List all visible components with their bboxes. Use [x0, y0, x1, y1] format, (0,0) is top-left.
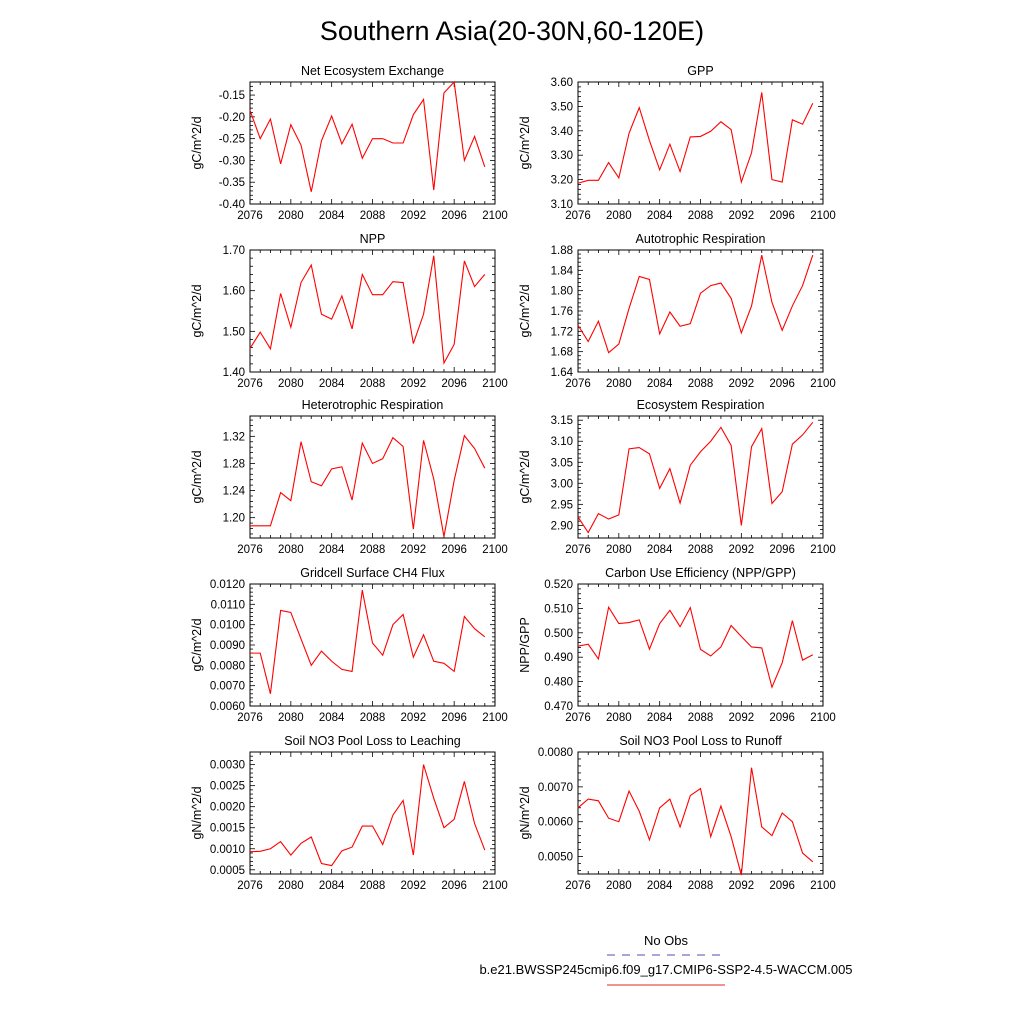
- panel-8-xtick-label: 2088: [687, 712, 714, 724]
- panel-7-xtick-label: 2084: [318, 712, 345, 724]
- legend-model-label: b.e21.BWSSP245cmip6.f09_g17.CMIP6-SSP2-4.5-WACCM.005: [479, 962, 853, 977]
- panel-4-ytick-label: 1.80: [550, 285, 573, 298]
- panel-4-xtick-label: 2084: [646, 378, 673, 390]
- panel-7-xtick-label: 2076: [237, 712, 263, 724]
- panel-6-xtick-label: 2084: [646, 544, 673, 556]
- panel-1-frame: [250, 82, 495, 204]
- panel-4-ytick-label: 1.64: [550, 367, 573, 379]
- panel-3-ytick-label: 1.60: [222, 285, 245, 298]
- panel-7-ytick-label: 0.0100: [209, 619, 245, 632]
- panel-2-ytick-label: 3.40: [550, 125, 573, 138]
- legend-obs-label: No Obs: [643, 933, 689, 948]
- panel-2-xtick-label: 2080: [606, 210, 632, 222]
- panel-8-ytick-label: 0.510: [544, 603, 573, 616]
- panel-1: [190, 64, 508, 222]
- panel-3-xtick-label: 2096: [441, 378, 467, 390]
- panel-8-xtick-label: 2080: [606, 712, 632, 724]
- panel-9: [190, 734, 508, 892]
- panel-9-ytick-label: 0.0030: [209, 759, 245, 772]
- panel-7-xtick-label: 2096: [441, 712, 467, 724]
- panel-2-ytick-label: 3.20: [550, 174, 573, 187]
- panel-5-xtick-label: 2088: [359, 544, 386, 556]
- panel-3-xtick-label: 2088: [359, 378, 386, 390]
- panel-10-series-line: [578, 768, 813, 875]
- panel-3-xtick-label: 2092: [400, 378, 427, 390]
- panel-2: [518, 64, 836, 222]
- panel-3-ytick-label: 1.70: [222, 245, 245, 257]
- panel-9-ytick-label: 0.0005: [209, 864, 245, 877]
- panel-7-ylabel: gC/m^2/d: [190, 618, 204, 672]
- panel-9-xtick-label: 2080: [278, 880, 304, 892]
- panel-3-ytick-label: 1.40: [222, 367, 245, 379]
- panel-6-ytick-label: 3.10: [550, 436, 573, 449]
- panel-grid: [190, 64, 836, 892]
- panel-7-frame: [250, 584, 495, 706]
- panel-8-xtick-label: 2084: [646, 712, 673, 724]
- panel-2-xtick-label: 2076: [565, 210, 591, 222]
- panel-1-xtick-label: 2100: [482, 210, 508, 222]
- panel-2-xtick-label: 2088: [687, 210, 714, 222]
- panel-8-ytick-label: 0.520: [544, 579, 573, 591]
- panel-3-ytick-label: 1.50: [222, 326, 245, 339]
- panel-1-ytick-label: -0.35: [218, 177, 245, 190]
- panel-9-xtick-label: 2084: [318, 880, 345, 892]
- panel-1-xtick-label: 2092: [400, 210, 427, 222]
- panel-1-ytick-label: -0.40: [218, 199, 245, 211]
- panel-3-title: NPP: [359, 232, 386, 246]
- panel-1-series-line: [250, 82, 485, 192]
- panel-3-xtick-label: 2076: [237, 378, 263, 390]
- panel-4-ytick-label: 1.68: [550, 346, 573, 359]
- panel-1-xtick-label: 2096: [441, 210, 467, 222]
- panel-6-ytick-label: 2.95: [550, 499, 573, 512]
- panel-6-xtick-label: 2096: [769, 544, 795, 556]
- panel-9-ylabel: gN/m^2/d: [190, 786, 204, 840]
- panel-4-ytick-label: 1.88: [550, 245, 573, 257]
- panel-10-xtick-label: 2092: [728, 880, 755, 892]
- panel-8-xtick-label: 2096: [769, 712, 795, 724]
- panel-1-ytick-label: -0.30: [218, 155, 245, 168]
- panel-6-frame: [578, 416, 823, 538]
- panel-3-series-line: [250, 256, 485, 363]
- panel-2-frame: [578, 82, 823, 204]
- panel-10-ytick-label: 0.0060: [537, 816, 573, 829]
- panel-1-ylabel: gC/m^2/d: [190, 116, 204, 170]
- panel-7: [190, 566, 508, 724]
- panel-6-xtick-label: 2100: [810, 544, 836, 556]
- panel-10-title: Soil NO3 Pool Loss to Runoff: [619, 734, 782, 748]
- panel-8-xtick-label: 2092: [728, 712, 755, 724]
- panel-6-ytick-label: 2.90: [550, 520, 573, 533]
- panel-2-xtick-label: 2100: [810, 210, 836, 222]
- panel-5-ytick-label: 1.24: [222, 485, 245, 498]
- panel-9-ytick-label: 0.0025: [209, 780, 245, 793]
- panel-8: [518, 566, 836, 724]
- panel-1-xtick-label: 2076: [237, 210, 263, 222]
- panel-10-xtick-label: 2076: [565, 880, 591, 892]
- panel-6-ytick-label: 3.05: [550, 457, 573, 470]
- panel-10-ytick-label: 0.0080: [537, 747, 573, 759]
- panel-8-ylabel: NPP/GPP: [518, 617, 532, 673]
- panel-8-series-line: [578, 607, 813, 687]
- panel-3-ylabel: gC/m^2/d: [190, 284, 204, 338]
- panel-4-ytick-label: 1.72: [550, 326, 573, 339]
- panel-9-xtick-label: 2088: [359, 880, 386, 892]
- panel-9-xtick-label: 2076: [237, 880, 263, 892]
- panel-2-xtick-label: 2096: [769, 210, 795, 222]
- panel-9-title: Soil NO3 Pool Loss to Leaching: [284, 734, 461, 748]
- panel-9-xtick-label: 2096: [441, 880, 467, 892]
- panel-8-ytick-label: 0.480: [544, 676, 573, 689]
- panel-5-xtick-label: 2100: [482, 544, 508, 556]
- figure-title: Southern Asia(20-30N,60-120E): [319, 16, 705, 46]
- panel-1-ytick-label: -0.25: [218, 133, 245, 146]
- panel-10-xtick-label: 2088: [687, 880, 714, 892]
- panel-9-ytick-label: 0.0015: [209, 822, 245, 835]
- panel-5-xtick-label: 2084: [318, 544, 345, 556]
- panel-7-title: Gridcell Surface CH4 Flux: [300, 566, 445, 580]
- panel-6-ylabel: gC/m^2/d: [518, 450, 532, 504]
- panel-9-ytick-label: 0.0020: [209, 801, 245, 814]
- panel-2-ylabel: gC/m^2/d: [518, 116, 532, 170]
- panel-7-xtick-label: 2080: [278, 712, 304, 724]
- panel-7-xtick-label: 2100: [482, 712, 508, 724]
- panel-5-ytick-label: 1.20: [222, 512, 245, 525]
- panel-7-xtick-label: 2088: [359, 712, 386, 724]
- panel-10-frame: [578, 752, 823, 874]
- panel-2-title: GPP: [687, 64, 714, 78]
- legend: [479, 933, 852, 985]
- panel-1-title: Net Ecosystem Exchange: [300, 64, 445, 78]
- panel-5-series-line: [250, 436, 485, 537]
- panel-9-frame: [250, 752, 495, 874]
- panel-4-frame: [578, 250, 823, 372]
- panel-6-xtick-label: 2080: [606, 544, 632, 556]
- panel-8-ytick-label: 0.470: [544, 701, 573, 713]
- panel-8-ytick-label: 0.490: [544, 652, 573, 665]
- panel-6-ytick-label: 3.15: [550, 415, 573, 428]
- panel-9-xtick-label: 2092: [400, 880, 427, 892]
- panel-4-ytick-label: 1.84: [550, 265, 573, 278]
- panel-4-ytick-label: 1.76: [550, 306, 573, 318]
- panel-6-ytick-label: 3.00: [550, 478, 573, 491]
- panel-4-xtick-label: 2076: [565, 378, 591, 390]
- panel-2-ytick-label: 3.50: [550, 101, 573, 114]
- panel-5-xtick-label: 2080: [278, 544, 304, 556]
- panel-5-title: Heterotrophic Respiration: [301, 398, 444, 412]
- panel-9-series-line: [250, 765, 485, 866]
- panel-8-title: Carbon Use Efficiency (NPP/GPP): [605, 566, 796, 580]
- panel-3-xtick-label: 2100: [482, 378, 508, 390]
- panel-10-xtick-label: 2100: [810, 880, 836, 892]
- panel-7-ytick-label: 0.0110: [210, 599, 245, 612]
- panel-1-ytick-label: -0.20: [218, 111, 245, 124]
- panel-6-title: Ecosystem Respiration: [636, 398, 765, 412]
- panel-7-ytick-label: 0.0120: [209, 579, 245, 591]
- panel-3: [190, 232, 508, 390]
- panel-4: [518, 232, 836, 390]
- panel-5: [190, 398, 508, 556]
- panel-4-xtick-label: 2080: [606, 378, 632, 390]
- panel-6: [518, 398, 836, 556]
- panel-10-ytick-label: 0.0070: [537, 781, 573, 794]
- panel-4-xtick-label: 2092: [728, 378, 755, 390]
- panel-1-xtick-label: 2088: [359, 210, 386, 222]
- panel-9-ytick-label: 0.0010: [209, 843, 245, 856]
- panel-2-series-line: [578, 92, 813, 183]
- panel-10: [518, 734, 836, 892]
- panel-8-xtick-label: 2076: [565, 712, 591, 724]
- panel-7-series-line: [250, 590, 485, 694]
- panel-2-xtick-label: 2092: [728, 210, 755, 222]
- panel-5-frame: [250, 416, 495, 538]
- panel-7-ytick-label: 0.0060: [209, 701, 245, 713]
- panel-6-xtick-label: 2088: [687, 544, 714, 556]
- panel-5-xtick-label: 2092: [400, 544, 427, 556]
- panel-1-xtick-label: 2084: [318, 210, 345, 222]
- panel-6-series-line: [578, 422, 813, 532]
- panel-10-xtick-label: 2080: [606, 880, 632, 892]
- panel-1-ytick-label: -0.15: [218, 90, 245, 103]
- panel-6-xtick-label: 2076: [565, 544, 591, 556]
- panel-2-xtick-label: 2084: [646, 210, 673, 222]
- panel-7-ytick-label: 0.0080: [209, 660, 245, 673]
- panel-1-xtick-label: 2080: [278, 210, 304, 222]
- panel-2-ytick-label: 3.30: [550, 150, 573, 163]
- panel-5-ytick-label: 1.28: [222, 458, 245, 471]
- panel-3-xtick-label: 2084: [318, 378, 345, 390]
- panel-8-xtick-label: 2100: [810, 712, 836, 724]
- panel-5-xtick-label: 2096: [441, 544, 467, 556]
- panel-4-title: Autotrophic Respiration: [635, 232, 766, 246]
- panel-4-xtick-label: 2096: [769, 378, 795, 390]
- panel-7-ytick-label: 0.0070: [209, 680, 245, 693]
- panel-2-ytick-label: 3.60: [550, 77, 573, 89]
- panel-4-ylabel: gC/m^2/d: [518, 284, 532, 338]
- panel-4-xtick-label: 2100: [810, 378, 836, 390]
- panel-2-ytick-label: 3.10: [550, 199, 573, 211]
- panel-7-xtick-label: 2092: [400, 712, 427, 724]
- panel-4-xtick-label: 2088: [687, 378, 714, 390]
- panel-6-xtick-label: 2092: [728, 544, 755, 556]
- panel-3-xtick-label: 2080: [278, 378, 304, 390]
- panel-10-ytick-label: 0.0050: [537, 851, 573, 864]
- panel-5-xtick-label: 2076: [237, 544, 263, 556]
- panel-9-xtick-label: 2100: [482, 880, 508, 892]
- panel-10-xtick-label: 2084: [646, 880, 673, 892]
- panel-8-ytick-label: 0.500: [544, 627, 573, 640]
- panel-10-xtick-label: 2096: [769, 880, 795, 892]
- panel-10-ylabel: gN/m^2/d: [518, 786, 532, 840]
- panel-4-series-line: [578, 255, 813, 353]
- panel-5-ylabel: gC/m^2/d: [190, 450, 204, 504]
- panel-7-ytick-label: 0.0090: [209, 640, 245, 652]
- panel-5-ytick-label: 1.32: [222, 431, 245, 444]
